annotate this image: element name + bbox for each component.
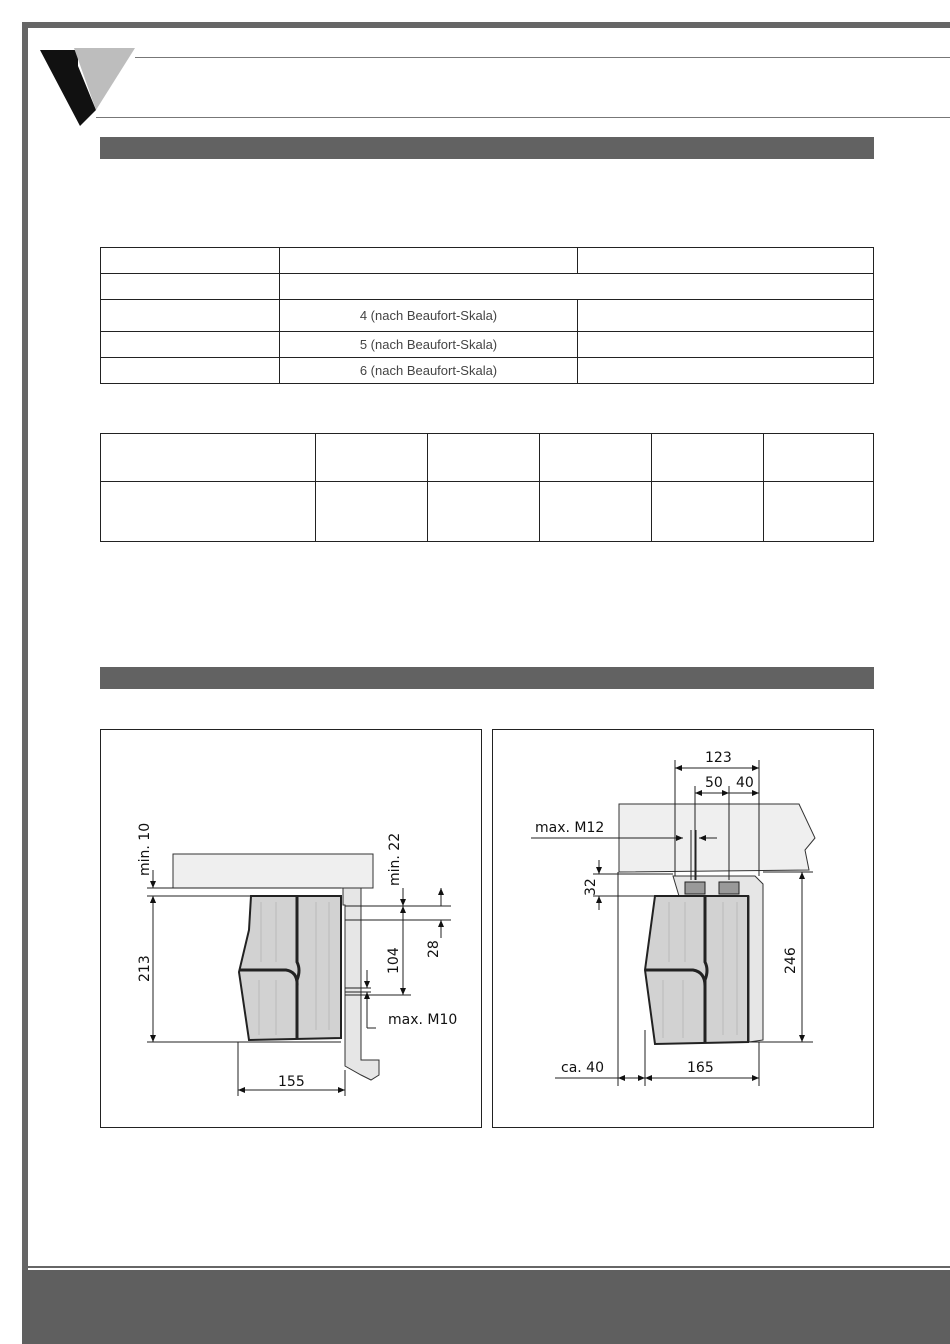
table-row [101, 300, 874, 332]
dim-label: 40 [736, 775, 754, 791]
dim-label: max. M10 [388, 1012, 458, 1028]
header-rule-bottom [96, 117, 950, 118]
dim-label: 32 [583, 878, 599, 896]
table-cell [280, 248, 578, 274]
dim-label: max. M12 [535, 820, 605, 836]
beam-shape [173, 854, 373, 888]
header-rule-top [135, 57, 950, 58]
dim-label: ca. 40 [561, 1060, 604, 1076]
table-row [101, 482, 874, 542]
dim-label: 246 [783, 947, 799, 974]
dim-label: 123 [705, 750, 732, 766]
table-cell [101, 358, 280, 384]
section-header-bar-2 [100, 667, 874, 689]
table-cell [101, 248, 280, 274]
spec-table [100, 433, 874, 542]
dim-label: 155 [278, 1074, 305, 1090]
table-row [101, 274, 874, 300]
table-cell: 6 (nach Beaufort-Skala) [280, 358, 578, 384]
table-cell [101, 332, 280, 358]
table-row [101, 358, 874, 384]
table-row [101, 248, 874, 274]
mounting-diagram-side [100, 729, 482, 1128]
dim-label: 213 [137, 955, 153, 982]
dim-label: min. 10 [137, 822, 153, 876]
table-cell [540, 434, 652, 482]
table-cell [578, 248, 874, 274]
mounting-diagram-front [492, 729, 874, 1128]
logo-icon [40, 46, 140, 128]
table-cell [540, 482, 652, 542]
table-cell [316, 434, 428, 482]
footer-rule [22, 1266, 950, 1268]
dim-label: min. 22 [387, 832, 403, 886]
table-cell [316, 482, 428, 542]
table-cell [578, 300, 874, 332]
table-cell [764, 482, 874, 542]
table-cell [101, 300, 280, 332]
table-cell [652, 434, 764, 482]
dim-label: 28 [426, 940, 442, 958]
table-cell: 5 (nach Beaufort-Skala) [280, 332, 578, 358]
motor-housing [645, 896, 748, 1044]
footer-bar [22, 1270, 950, 1344]
table-row [101, 434, 874, 482]
section-header-bar-1 [100, 137, 874, 159]
wind-table [100, 247, 874, 384]
page-frame-top [22, 22, 950, 28]
table-cell: 4 (nach Beaufort-Skala) [280, 300, 578, 332]
table-cell [652, 482, 764, 542]
table-row [101, 332, 874, 358]
table-cell [428, 482, 540, 542]
dim-label: 165 [687, 1060, 714, 1076]
table-cell [578, 358, 874, 384]
table-cell [764, 434, 874, 482]
dim-label: 104 [386, 947, 402, 974]
page-frame-left [22, 22, 28, 1344]
bracket-shape [343, 888, 379, 1080]
table-cell [280, 274, 874, 300]
table-cell [101, 274, 280, 300]
table-cell [578, 332, 874, 358]
table-cell [101, 434, 316, 482]
motor-housing [239, 896, 341, 1040]
table-cell [428, 434, 540, 482]
table-cell [101, 482, 316, 542]
dim-label: 50 [705, 775, 723, 791]
